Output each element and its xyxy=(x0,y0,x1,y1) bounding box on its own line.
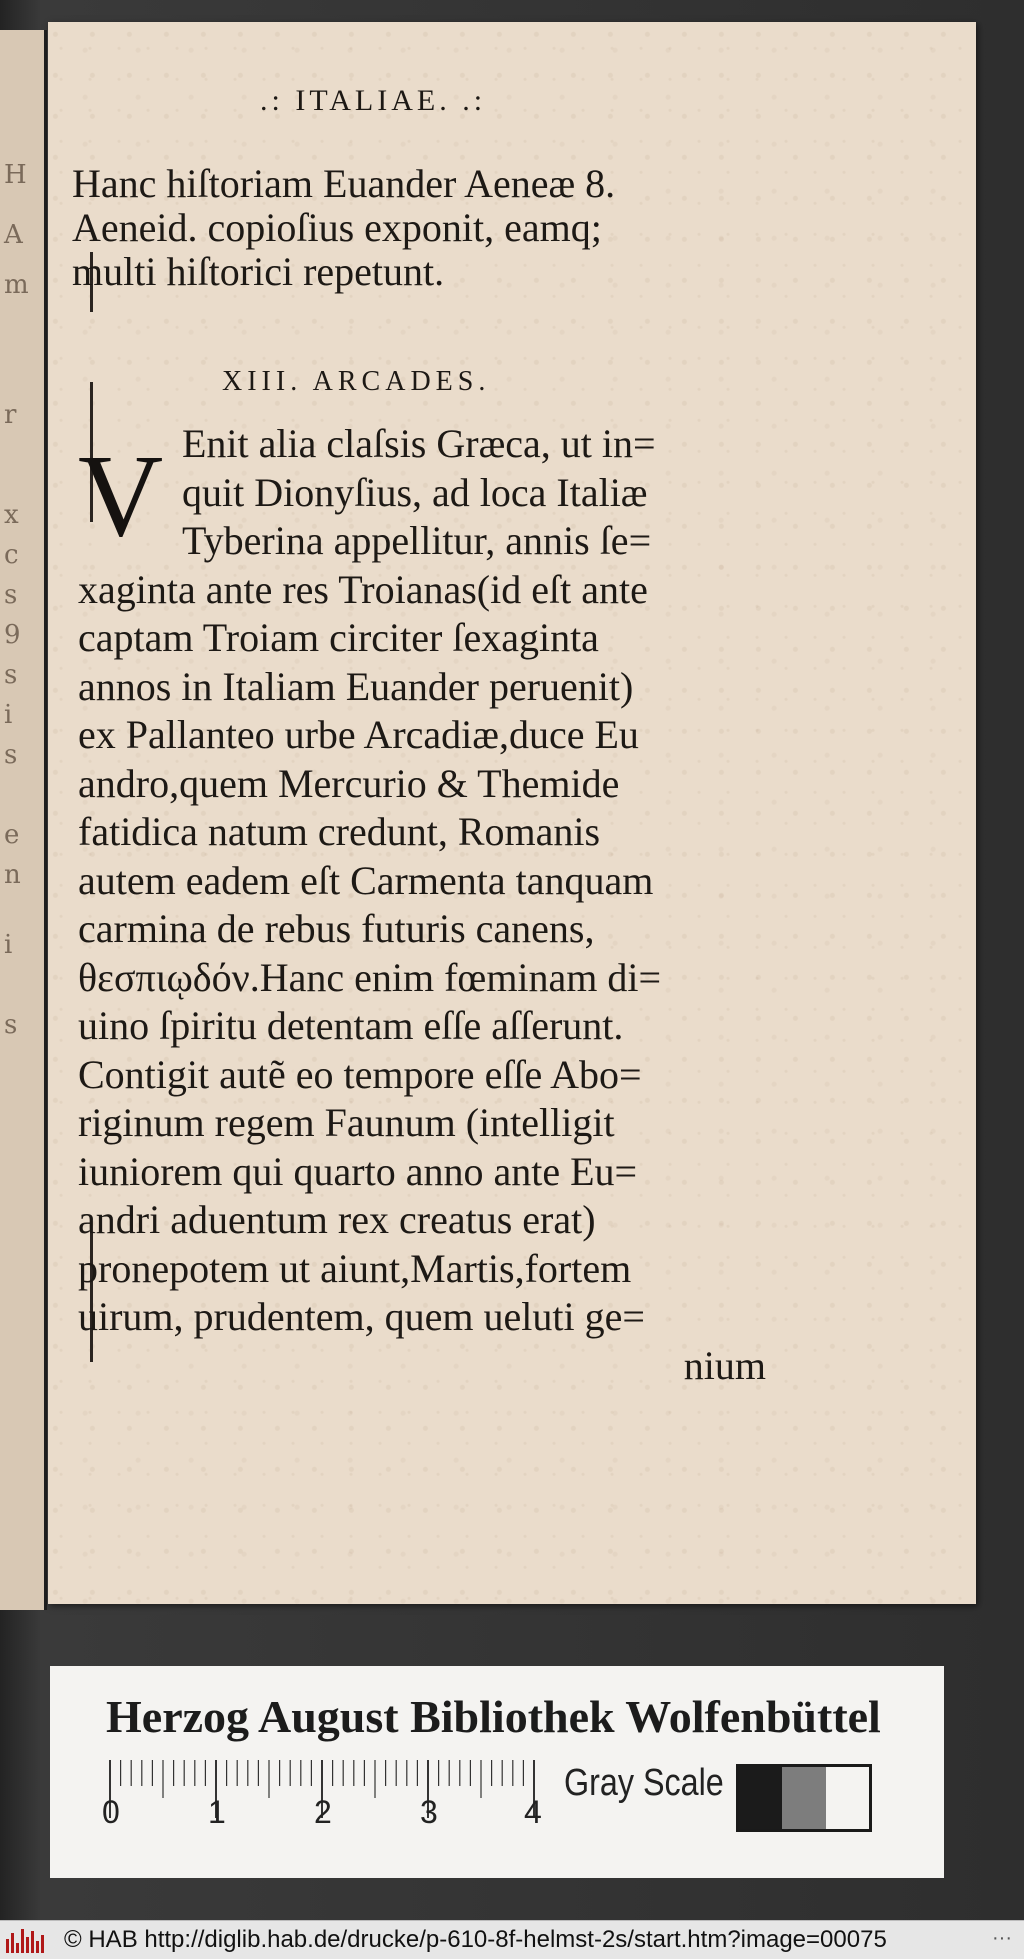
margin-glyph: s xyxy=(4,580,18,610)
library-name: Herzog August Bibliothek Wolfenbüttel xyxy=(106,1691,881,1742)
text-line: andri aduentum rex creatus erat) xyxy=(78,1197,596,1242)
ruler xyxy=(108,1758,588,1836)
footer-bar xyxy=(0,1920,1024,1959)
text-line: xaginta ante res Troianas(id eſt ante xyxy=(78,566,648,612)
text-line: carmina de rebus futuris canens, xyxy=(78,906,595,951)
swatch-black xyxy=(739,1767,782,1829)
text-line: andro,quem Mercurio & Themide xyxy=(78,760,620,806)
text-line: Contigit autẽ eo tempore eſſe Abo= xyxy=(78,1051,642,1097)
margin-glyph: 9 xyxy=(4,620,21,650)
margin-glyph: c xyxy=(4,540,19,570)
text-line: quit Dionyſius, ad loca Italiæ xyxy=(182,469,648,515)
gray-scale-label: Gray Scale xyxy=(564,1762,724,1804)
logo-bar xyxy=(21,1929,24,1953)
text-line: iuniorem qui quarto anno ante Eu= xyxy=(78,1148,638,1194)
swatch-white xyxy=(826,1767,869,1829)
margin-glyph: s xyxy=(4,1010,18,1040)
text-line: captam Troiam circiter ſexaginta xyxy=(78,615,599,660)
margin-glyph: s xyxy=(4,660,18,690)
ruler-number: 4 xyxy=(524,1794,542,1830)
ruler-number: 3 xyxy=(420,1794,438,1830)
text-line: pronepotem ut aiunt,Martis,fortem xyxy=(78,1245,632,1291)
body-paragraph xyxy=(78,420,768,1390)
color-calibration-card xyxy=(50,1666,944,1878)
swatch-gray xyxy=(782,1767,825,1829)
text-line: ex Pallanteo urbe Arcadiæ,duce Eu xyxy=(78,712,639,757)
text-line: riginum regem Faunum (intelligit xyxy=(78,1100,615,1145)
footer-url[interactable]: © HAB http://diglib.hab.de/drucke/p-610-8f-helmst-2s/start.htm?image=00075 xyxy=(64,1926,887,1953)
section-heading: XIII. ARCADES. xyxy=(222,366,491,397)
margin-glyph: r xyxy=(4,400,17,430)
ruler-number: 1 xyxy=(208,1794,226,1830)
margin-glyph: e xyxy=(4,820,20,850)
text-line: uino ſpiritu detentam eſſe aſſerunt. xyxy=(78,1003,624,1048)
margin-glyph: n xyxy=(4,860,21,890)
running-head: .: ITALIAE. .: xyxy=(260,84,487,117)
more-menu-icon[interactable]: ··· xyxy=(992,1927,1012,1949)
margin-glyph: i xyxy=(4,930,13,960)
text-line: Enit alia claſsis Græca, ut in= xyxy=(182,421,656,466)
ruler-number: 0 xyxy=(102,1794,120,1830)
logo-bar xyxy=(41,1935,44,1953)
logo-bar xyxy=(16,1943,19,1953)
text-line: Hanc hiſtoriam Euander Aeneæ 8. xyxy=(72,161,616,206)
margin-glyph: m xyxy=(4,270,29,300)
text-line: fatidica natum credunt, Romanis xyxy=(78,809,601,854)
ruler-number: 2 xyxy=(314,1794,332,1830)
margin-glyph: s xyxy=(4,740,18,770)
text-line: autem eadem eſt Carmenta tanquam xyxy=(78,857,654,903)
margin-glyph: A xyxy=(4,220,23,250)
text-line: Tyberina appellitur, annis ſe= xyxy=(182,518,652,563)
drop-cap: V xyxy=(78,430,164,561)
text-line: annos in Italiam Euander peruenit) xyxy=(78,663,634,709)
gray-scale-swatches xyxy=(736,1764,872,1832)
intro-paragraph xyxy=(72,162,772,294)
margin-glyph: H xyxy=(4,160,27,190)
logo-bar xyxy=(11,1933,14,1953)
logo-bar xyxy=(31,1931,34,1953)
text-line: θεσπιῳδόν.Hanc enim fœminam di= xyxy=(78,954,662,1000)
logo-bar xyxy=(6,1939,9,1953)
catchword: nium xyxy=(683,1342,766,1388)
hab-logo-icon xyxy=(6,1927,50,1953)
text-line: uirum, prudentem, quem ueluti ge= xyxy=(78,1294,645,1339)
logo-bar xyxy=(26,1937,29,1953)
logo-bar xyxy=(36,1941,39,1953)
margin-glyph: i xyxy=(4,700,13,730)
previous-page-edge xyxy=(0,30,47,1610)
margin-glyph: x xyxy=(4,500,19,530)
text-line: Aeneid. copioſius exponit, eamq; xyxy=(72,205,602,250)
text-line: multi hiſtorici repetunt. xyxy=(72,249,445,294)
